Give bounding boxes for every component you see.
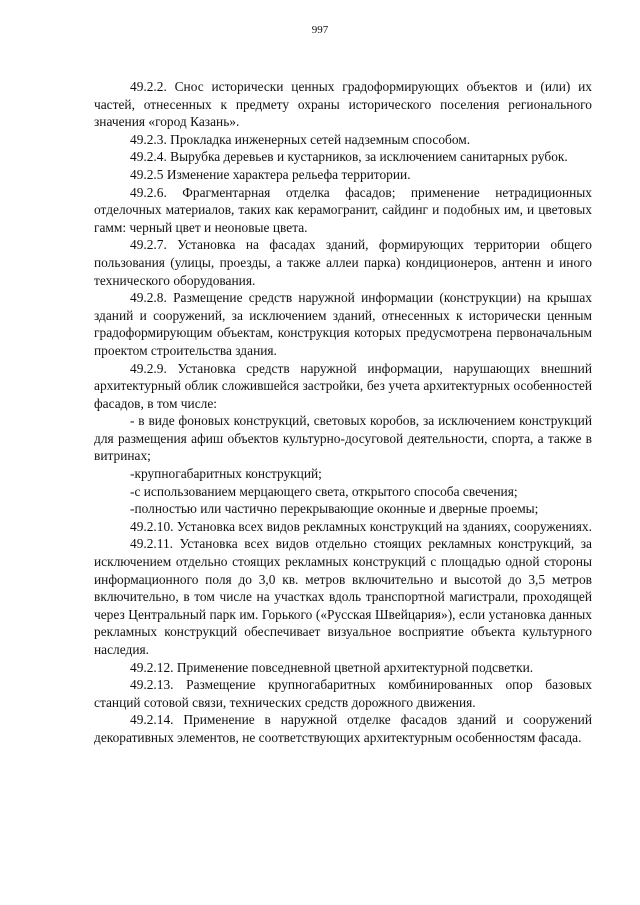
list-item-large-constructions: -крупногабаритных конструкций; bbox=[130, 466, 322, 482]
paragraph-49-2-5: 49.2.5 Изменение характера рельефа территории. bbox=[130, 166, 411, 182]
paragraph-49-2-11: 49.2.11. Установка всех видов отдельно стоящих рекламных конструкций, за исключением отдельно стоящих рекламных конструкций с площадью одной стороны информационного поля до 3,0 кв. метров включительно и высотой до 3,5 метров включительно, в том числе на участках вдоль транспортной магистрали, проходящей через Центральный парк им. Горького («Русская Швейцария»), если установка данных рекламных конструкций обеспечивает визуальное восприятие объекта культурного наследия. bbox=[94, 536, 592, 657]
paragraph-49-2-9: 49.2.9. Установка средств наружной информации, нарушающих внешний архитектурный облик сложившейся застройки, без учета архитектурных особенностей фасадов, в том числе: bbox=[94, 360, 592, 411]
list-item-covering-openings: -полностью или частично перекрывающие оконные и дверные проемы; bbox=[130, 501, 539, 517]
paragraph-49-2-10: 49.2.10. Установка всех видов рекламных конструкций на зданиях, сооружениях. bbox=[130, 518, 592, 534]
paragraph-49-2-13: 49.2.13. Размещение крупногабаритных комбинированных опор базовых станций сотовой связи, технических средств дорожного движения. bbox=[94, 677, 592, 710]
paragraph-49-2-7: 49.2.7. Установка на фасадах зданий, формирующих территории общего пользования (улицы, проезды, а также аллеи парка) кондиционеров, антенн и иного технического оборудования. bbox=[94, 237, 592, 288]
paragraph-49-2-12: 49.2.12. Применение повседневной цветной архитектурной подсветки. bbox=[130, 659, 534, 675]
paragraph-49-2-14: 49.2.14. Применение в наружной отделке фасадов зданий и сооружений декоративных элементов, не соответствующих архитектурным особенностям фасада. bbox=[94, 712, 592, 745]
paragraph-49-2-4: 49.2.4. Вырубка деревьев и кустарников, за исключением санитарных рубок. bbox=[130, 149, 568, 165]
document-body bbox=[94, 78, 592, 747]
paragraph-49-2-6: 49.2.6. Фрагментарная отделка фасадов; применение нетрадиционных отделочных материалов, таких как керамогранит, сайдинг и подобных им, и цветовых гамм: черный цвет и неоновые цвета. bbox=[94, 184, 592, 235]
paragraph-49-2-2: 49.2.2. Снос исторически ценных градоформирующих объектов и (или) их частей, отнесенных к предмету охраны исторического поселения регионального значения «город Казань». bbox=[94, 79, 592, 130]
paragraph-49-2-3: 49.2.3. Прокладка инженерных сетей надземным способом. bbox=[130, 131, 471, 147]
page-number: 997 bbox=[311, 24, 329, 36]
list-item-flickering-light: -с использованием мерцающего света, открытого способа свечения; bbox=[130, 483, 518, 499]
paragraph-49-2-8: 49.2.8. Размещение средств наружной информации (конструкции) на крышах зданий и сооружений, за исключением зданий, отнесенных к исторически ценным градоформирующим объектам, конструкция которых предусмотрена первоначальным проектом строительства здания. bbox=[94, 290, 592, 358]
list-item-background-constructions: - в виде фоновых конструкций, световых коробов, за исключением конструкций для размещения афиш объектов культурно-досуговой деятельности, спорта, а также в витринах; bbox=[94, 413, 592, 464]
